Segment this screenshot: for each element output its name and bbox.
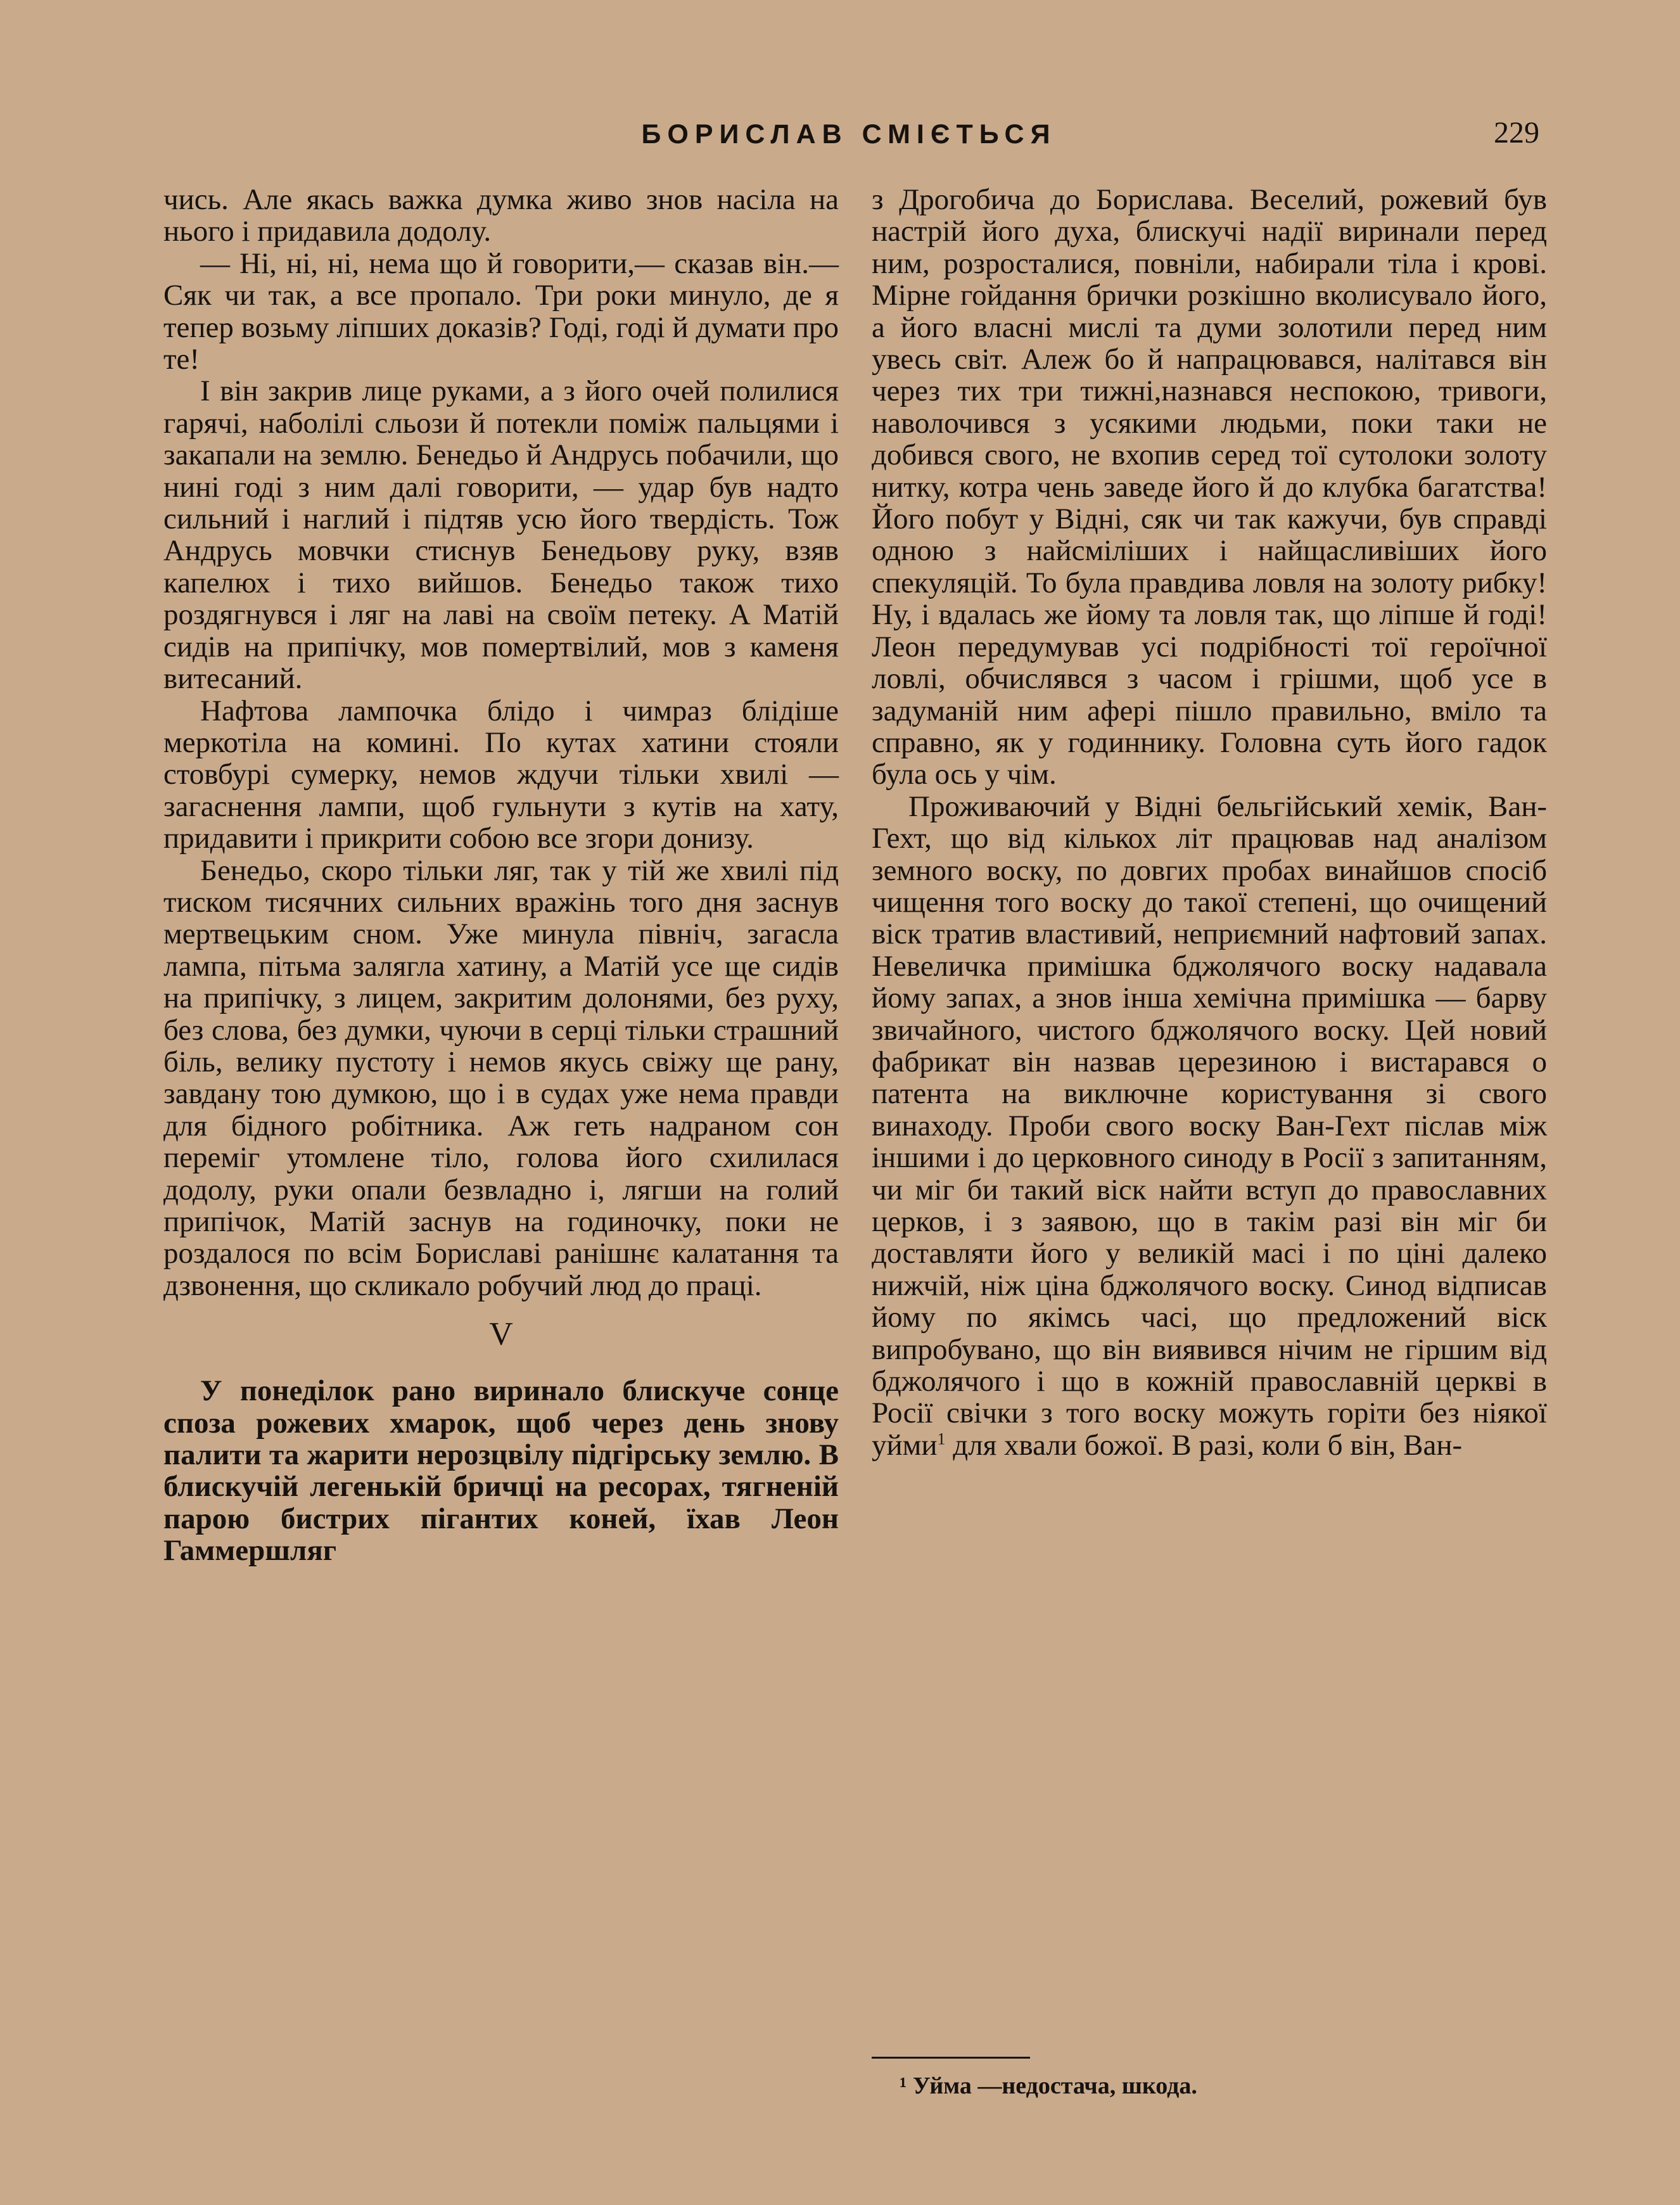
- page-number: 229: [1494, 116, 1539, 150]
- paragraph: [872, 791, 1547, 1462]
- footnote-mark: 1: [937, 1429, 946, 1448]
- paragraph-tail: для хвали божої. В разі, коли б він, Ван-: [945, 1428, 1463, 1462]
- footnote-divider: [872, 2057, 1030, 2059]
- footnote: ¹ Уйма —недостача, шкода.: [900, 2073, 1197, 2099]
- paragraph: І він закрив лице руками, а з його очей полилися гарячі, наболілі сльози й потекли поміж пальцями і закапали на землю. Бенедьо й Андрусь побачили, що нині годі з ним далі говорити, — удар був надто сильний і наглий і підтяв усю його твердість. Тож Андрусь мовчки стиснув Бенедьову руку, взяв капелюх і тихо вийшов. Бенедьо також тихо роздягнувся і ляг на лаві на своїм петеку. А Матій сидів на припічку, мов помертвілий, мов з каменя витесаний.: [163, 374, 839, 696]
- paragraph: чись. Але якась важка думка живо знов насіла на нього і придавила додолу.: [163, 183, 839, 248]
- left-column: [163, 184, 839, 1567]
- paragraph: — Ні, ні, ні, нема що й говорити,— сказав він.— Сяк чи так, а все пропало. Три роки минуло, де я тепер возьму ліпших доказів? Годі, годі й думати про те!: [163, 246, 839, 376]
- section-numeral: V: [489, 1316, 513, 1353]
- page-header: [158, 114, 1539, 165]
- paragraph: Нафтова лампочка блідо і чимраз блідіше меркотіла на комині. По кутах хатини стояли стовбурі сумерку, немов ждучи тільки хвилі — загаснення лампи, щоб гульнути з кутів на хату, придавити і прикрити собою все згори донизу.: [163, 694, 839, 855]
- paragraph: з Дрогобича до Борислава. Веселий, рожевий був настрій його духа, блискучі надії виринали перед ним, розросталися, повніли, набирали тіла і крові. Мірне гойдання брички розкішно вколисувало його, а його власні мислі та думи золотили перед ним увесь світ. Алеж бо й напрацювався, налітався він через тих три тижні,назнався неспокою, тривоги, наволочився з усякими людьми, поки таки не добився свого, не вхопив серед тої сутолоки золоту нитку, котра чень заведе його й до клубка багатства! Його побут у Відні, сяк чи так кажучи, був справді одною з найсміліших і найщасливіших його спекуляцій. То була правдива ловля на золоту рибку! Ну, і вдалась же йому та ловля так, що ліпше й годі! Леон передумував усі подрібності тої героїчної ловлі, обчислявся з часом і грішми, щоб усе в задуманій ним афері пішло правильно, вміло та справно, як у годиннику. Головна суть його гадок була ось у чім.: [872, 183, 1547, 791]
- running-title: БОРИСЛАВ СМІЄТЬСЯ: [641, 119, 1057, 150]
- paragraph: У понеділок рано виринало блискуче сонце споза рожевих хмарок, щоб через день знову палити та жарити нерозцвілу підгірську землю. В блискучій легенькій бричці на ресорах, тягненій парою бистрих пігантих коней, їхав Леон Гаммершляг: [163, 1374, 839, 1568]
- paragraph: Бенедьо, скоро тільки ляг, так у тій же хвилі під тиском тисячних сильних вражінь того дня заснув мертвецьким сном. Уже минула північ, загасла лампа, пітьма залягла хатину, а Матій усе ще сидів на припічку, з лицем, закритим долонями, без руху, без слова, без думки, чуючи в серці тільки страшний біль, велику пустоту і немов якусь свіжу ще рану, завдану тою думкою, що і в судах уже нема правди для бідного робітника. Аж геть надраном сон переміг утомлене тіло, голова його схилилася додолу, руки опали безвладно і, лягши на голий припічок, Матій заснув на годиночку, поки не роздалося по всім Бориславі ранішнє калатання та дзвонення, що скликало робучий люд до праці.: [163, 853, 839, 1302]
- paragraph-body: Проживаючий у Відні бельгійський хемік, Ван-Гехт, що від кількох літ працював над аналізом земного воску, по довгих пробах винайшов спосіб чищення того воску до такої степені, що очищений віск тратив властивий, неприємний нафтовий запах. Невеличка примішка бджолячого воску надавала йому запах, а знов інша хемічна примішка — барву звичайного, чистого бджолячого воску. Цей новий фабрикат він назвав церезиною і вистарався о патента на виключне користування зі свого винаходу. Проби свого воску Ван-Гехт післав між іншими і до церковного синоду в Росії з запитанням, чи міг би такий віск найти вступ до православних церков, і з заявою, що в такім разі він міг би доставляти його у великій масі і по ціні далеко нижчій, ніж ціна бджолячого воску. Синод відписав йому по якімсь часі, що предложений віск випробувано, що він виявився нічим не гіршим від бджолячого і що в кожній православній церкві в Росії свічки з того воску можуть горіти без ніякої уйми: [872, 789, 1547, 1462]
- right-column: [872, 184, 1547, 1461]
